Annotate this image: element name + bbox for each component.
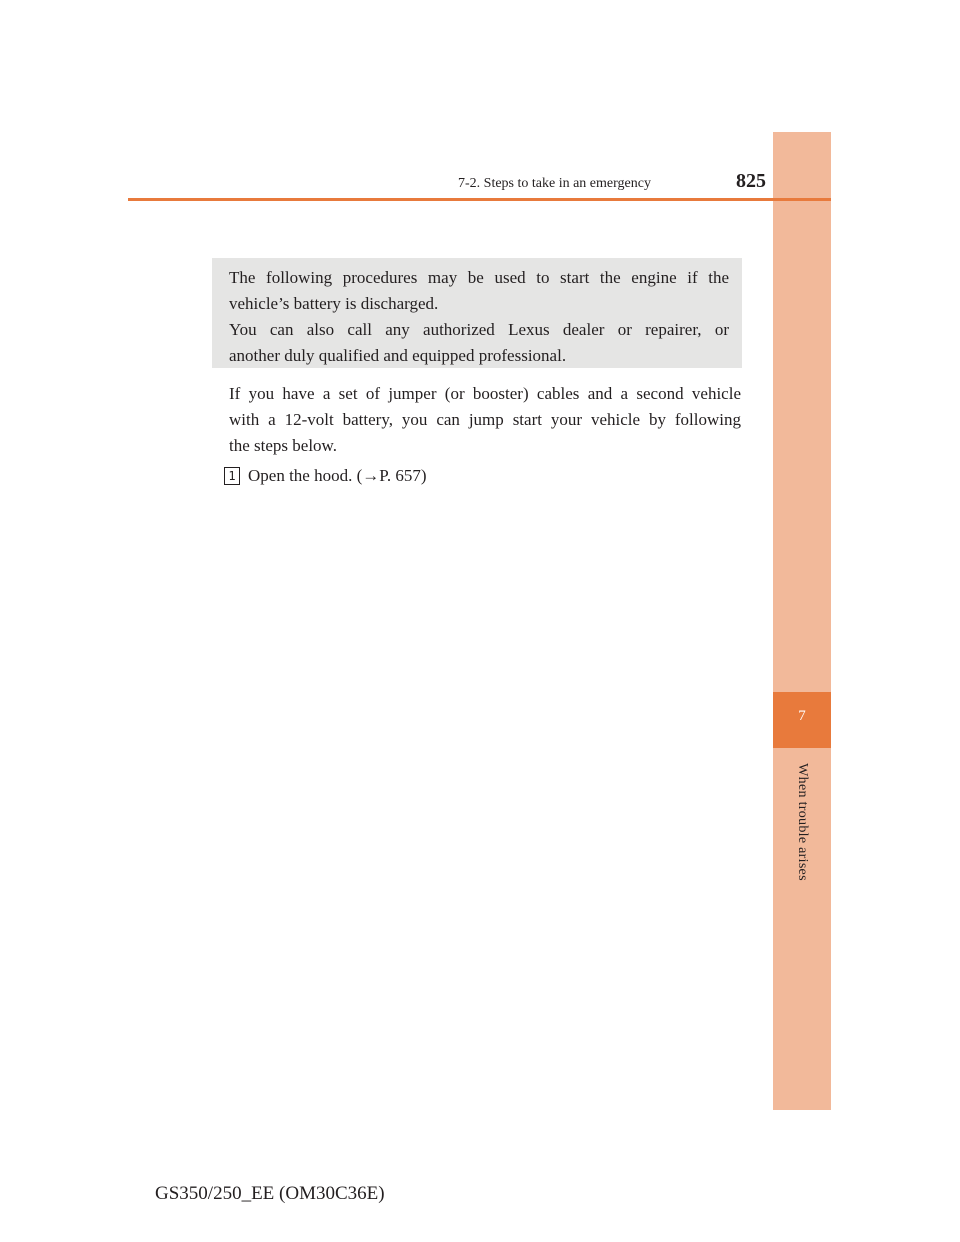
body-line: If you have a set of jumper (or booster) cables and a second vehicle (229, 384, 741, 403)
chapter-number: 7 (798, 708, 806, 724)
intro-line: vehicle’s battery is discharged. (229, 294, 439, 313)
page-number: 825 (736, 170, 766, 192)
intro-line: The following procedures may be used to start the engine if the (229, 268, 729, 287)
body-paragraph (229, 381, 741, 459)
section-title: 7-2. Steps to take in an emergency (458, 176, 651, 191)
step-item (224, 463, 426, 489)
body-line: the steps below. (229, 436, 337, 455)
step-number-badge: 1 (224, 467, 240, 485)
intro-box (212, 258, 742, 368)
header-divider (128, 198, 831, 201)
chapter-label: When trouble arises (795, 763, 810, 881)
step-text[interactable]: Open the hood. (→P. 657) (248, 466, 427, 485)
intro-line: another duly qualified and equipped professional. (229, 346, 567, 365)
intro-line: You can also call any authorized Lexus dealer or repairer, or (229, 320, 729, 339)
body-line: with a 12-volt battery, you can jump start your vehicle by following (229, 410, 741, 429)
chapter-side-tab (773, 132, 831, 1110)
footer-model-code: GS350/250_EE (OM30C36E) (155, 1183, 385, 1204)
